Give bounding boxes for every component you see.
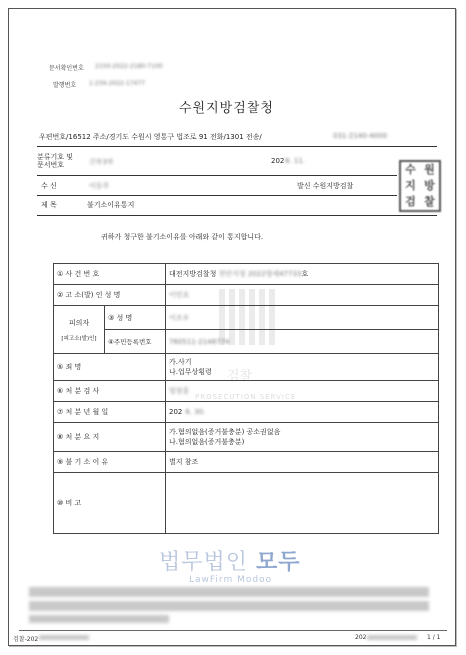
table-row	[54, 264, 439, 285]
table-row	[54, 402, 439, 423]
remark-label: ⑩ 비 고	[54, 473, 166, 534]
table-row	[54, 423, 439, 452]
page-number: 1 / 1	[427, 634, 441, 641]
notice-table	[53, 263, 439, 534]
disposal-date-prefix: 202	[169, 408, 183, 416]
redacted-block	[29, 587, 429, 597]
disposal-date-rest: 6. 30.	[185, 408, 206, 416]
redacted-block	[29, 601, 429, 611]
footer-middle-redacted	[367, 635, 417, 640]
divider	[37, 175, 397, 176]
official-seal: 수 원 지 방 검 찰	[399, 160, 441, 212]
doc-check-value: 2150-2022-2180-7100	[95, 63, 163, 70]
table-row	[54, 452, 439, 473]
footer-middle-prefix: 202	[355, 634, 367, 641]
gist-cell	[166, 423, 439, 452]
case-no-cell	[166, 264, 439, 285]
recipient-label: 수 신	[41, 182, 57, 190]
charge-value-2: 나.업무상횡령	[169, 368, 212, 376]
table-row	[54, 354, 439, 381]
table-row	[54, 473, 439, 534]
footer-left-prefix: 검찰-202	[13, 636, 39, 643]
intro-text: 귀하가 청구한 불기소이유를 아래와 같이 통지합니다.	[101, 233, 264, 241]
date-rest: 8. 11.	[285, 157, 306, 165]
disposal-date-cell	[166, 402, 439, 423]
suspect-sub-label: [피고소(발)인]	[61, 335, 97, 342]
page-title: 수원지방검찰청	[179, 101, 274, 116]
subject-label: 제 목	[41, 201, 57, 209]
name-label: ③ 성 명	[105, 306, 166, 330]
doc-code-label: 분류기호 및 문서번호	[37, 153, 74, 169]
doc-code-value: 간부3부	[89, 158, 114, 166]
id-label: ④주민등록번호	[105, 330, 166, 354]
divider	[37, 146, 437, 147]
recipient-value: 이동주	[89, 182, 110, 190]
redacted-block	[29, 615, 169, 623]
divider	[37, 195, 397, 196]
gist-value-1: 가.혐의없음(증거불충분) 공소권없음	[169, 428, 281, 436]
charge-cell	[166, 354, 439, 381]
disposal-date-label: ⑦ 처 분 년 월 일	[54, 402, 166, 423]
date-prefix: 202	[271, 157, 285, 165]
suspect-label-cell	[54, 306, 105, 354]
remark-value	[166, 473, 439, 534]
emblem-text: 검찰	[227, 369, 253, 384]
address-line: 우편번호/16512 주소/경기도 수원시 영통구 법조로 91 전화/1301 전송/	[39, 133, 262, 141]
doc-check-label: 문서확인번호	[49, 65, 84, 72]
subject-value: 불기소이유통지	[87, 201, 135, 209]
suspect-label: 피의자	[68, 318, 90, 327]
gist-label: ⑧ 처 분 요 지	[54, 423, 166, 452]
prosecutor-value: 엄창훈	[166, 381, 439, 402]
name-value: 이조우	[166, 306, 439, 330]
case-no-label: ① 사 건 번 호	[54, 264, 166, 285]
footer-divider	[19, 630, 447, 631]
table-row	[54, 306, 439, 330]
document-page	[8, 8, 456, 646]
footer-left-redacted	[39, 635, 89, 640]
issue-value: 1-234-2022-17477	[89, 80, 146, 87]
prosecutor-label: ⑥ 처 분 검 사	[54, 381, 166, 402]
reason-label: ⑨ 불 기 소 이 유	[54, 452, 166, 473]
charge-value-1: 가.사기	[169, 358, 192, 366]
table-row	[54, 330, 439, 354]
case-no-value: 대전지방검찰청	[169, 270, 217, 278]
reason-value: 별지 참조	[166, 452, 439, 473]
lawfirm-watermark-sub: LawFirm Modoo	[189, 575, 273, 585]
table-row	[54, 285, 439, 306]
case-no-suffix: 호	[301, 270, 309, 278]
complainant-label: ② 고 소(발) 인 성 명	[54, 285, 166, 306]
address-fax: 031-2140-4000	[333, 132, 388, 140]
complainant-value: 이민호	[166, 285, 439, 306]
gist-value-2: 나.혐의없음(증거불충분)	[169, 438, 245, 446]
issue-label: 발행번호	[53, 82, 77, 89]
table-row	[54, 381, 439, 402]
case-no-blurred: 천안지청 2022형제47733	[218, 270, 302, 278]
id-value: 760511-2148774	[166, 330, 439, 354]
divider	[37, 215, 437, 216]
charge-label: ⑤ 죄 명	[54, 354, 166, 381]
sender-label: 발신 수원지방검찰	[297, 182, 354, 190]
lawfirm-watermark: 법무법인 모두	[159, 550, 301, 575]
emblem-subtext: PROSECUTION SERVICE	[195, 393, 297, 401]
